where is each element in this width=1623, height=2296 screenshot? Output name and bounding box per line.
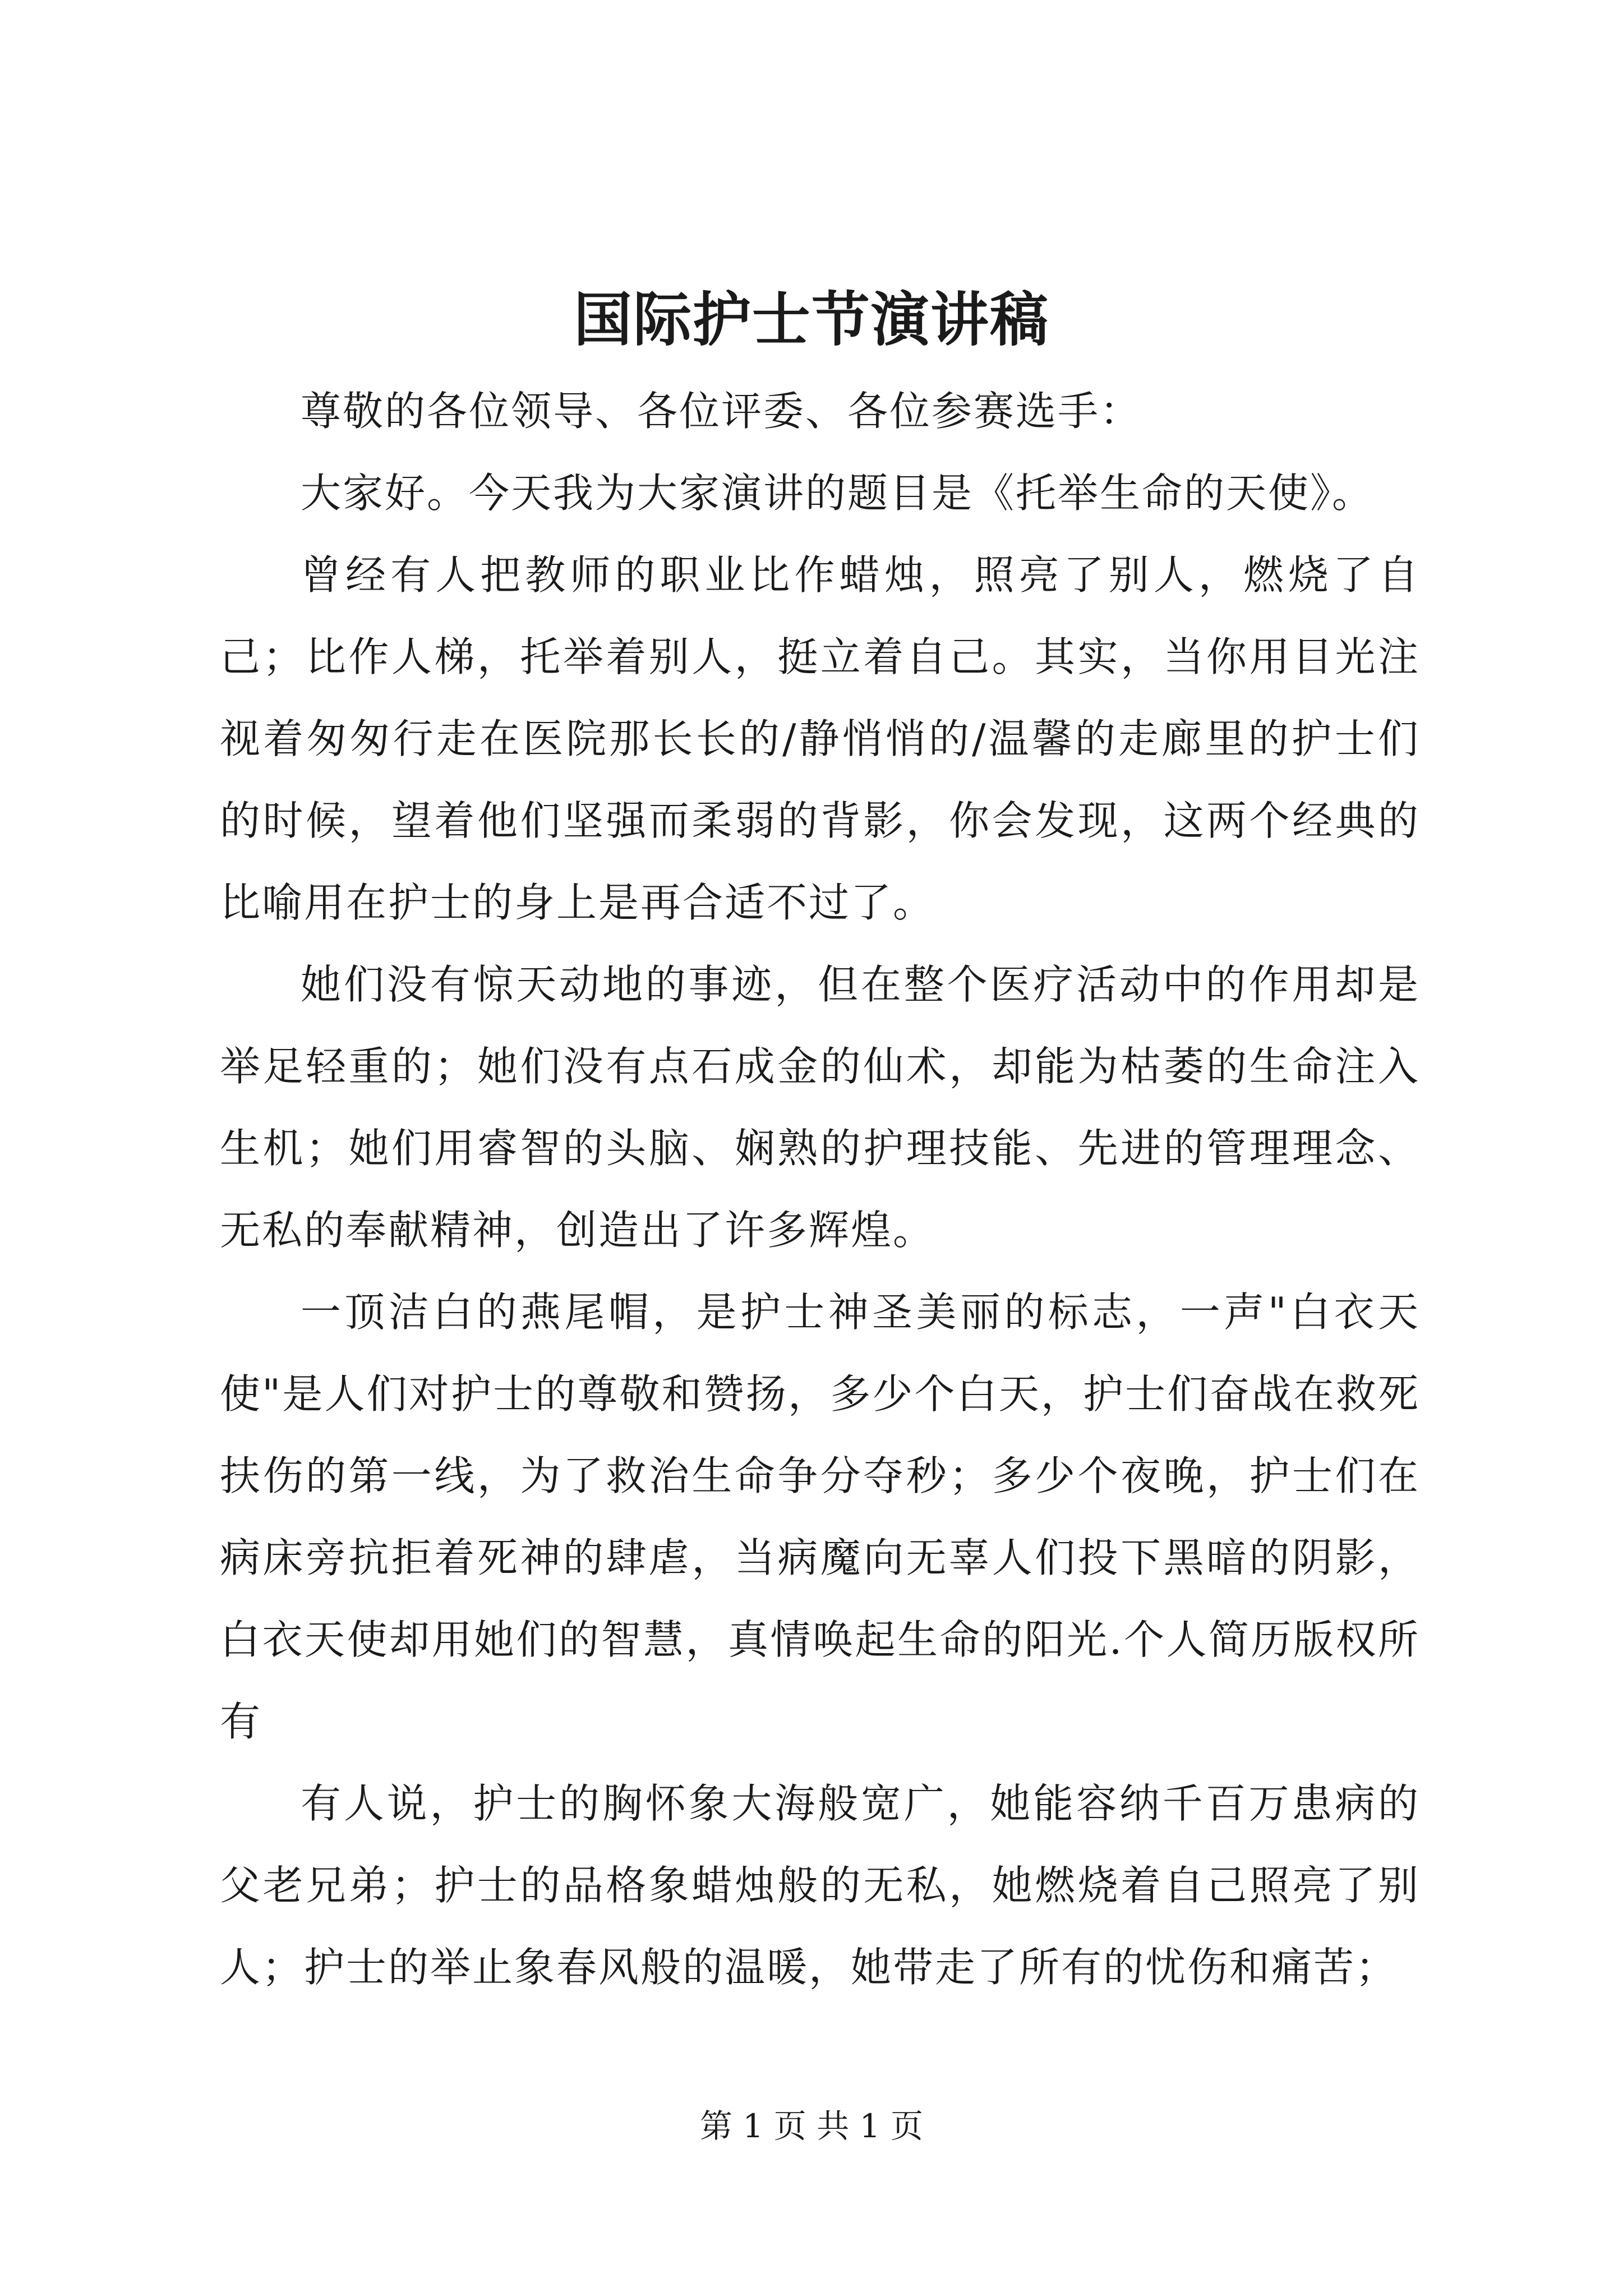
paragraph-greeting: 大家好。今天我为大家演讲的题目是《托举生命的天使》。 [301, 470, 1375, 517]
paragraph-salutation: 尊敬的各位领导、各位评委、各位参赛选手： [301, 388, 1142, 435]
document-body [220, 370, 1420, 2008]
page-footer: 第 1 页 共 1 页 [700, 2107, 923, 2145]
paragraph-4: 她们没有惊天动地的事迹，但在整个医疗活动中的作用却是举足轻重的；她们没有点石成金的仙术，却能为枯萎的生命注入生机；她们用睿智的头脑、娴熟的护理技能、先进的管理理念、无私的奉献精神，创造出了许多辉煌。 [220, 961, 1420, 1254]
paragraph-5: 一顶洁白的燕尾帽，是护士神圣美丽的标志，一声"白衣天使"是人们对护士的尊敬和赞扬，多少个白天，护士们奋战在救死扶伤的第一线，为了救治生命争分夺秒；多少个夜晚，护士们在病床旁抗拒着死神的肆虐，当病魔向无辜人们投下黑暗的阴影，白衣天使却用她们的智慧，真情唤起生命的阳光.个人简历版权所有 [220, 1289, 1420, 1745]
paragraph-3: 曾经有人把教师的职业比作蜡烛，照亮了别人，燃烧了自己；比作人梯，托举着别人，挺立着自己。其实，当你用目光注视着匆匆行走在医院那长长的/静悄悄的/温馨的走廊里的护士们的时候，望着他们坚强而柔弱的背影，你会发现，这两个经典的比喻用在护士的身上是再合适不过了。 [220, 551, 1420, 926]
document-title: 国际护士节演讲稿 [573, 285, 1049, 354]
paragraph-6: 有人说，护士的胸怀象大海般宽广，她能容纳千百万患病的父老兄弟；护士的品格象蜡烛般的无私，她燃烧着自己照亮了别人；护士的举止象春风般的温暖，她带走了所有的忧伤和痛苦； [220, 1780, 1420, 1991]
